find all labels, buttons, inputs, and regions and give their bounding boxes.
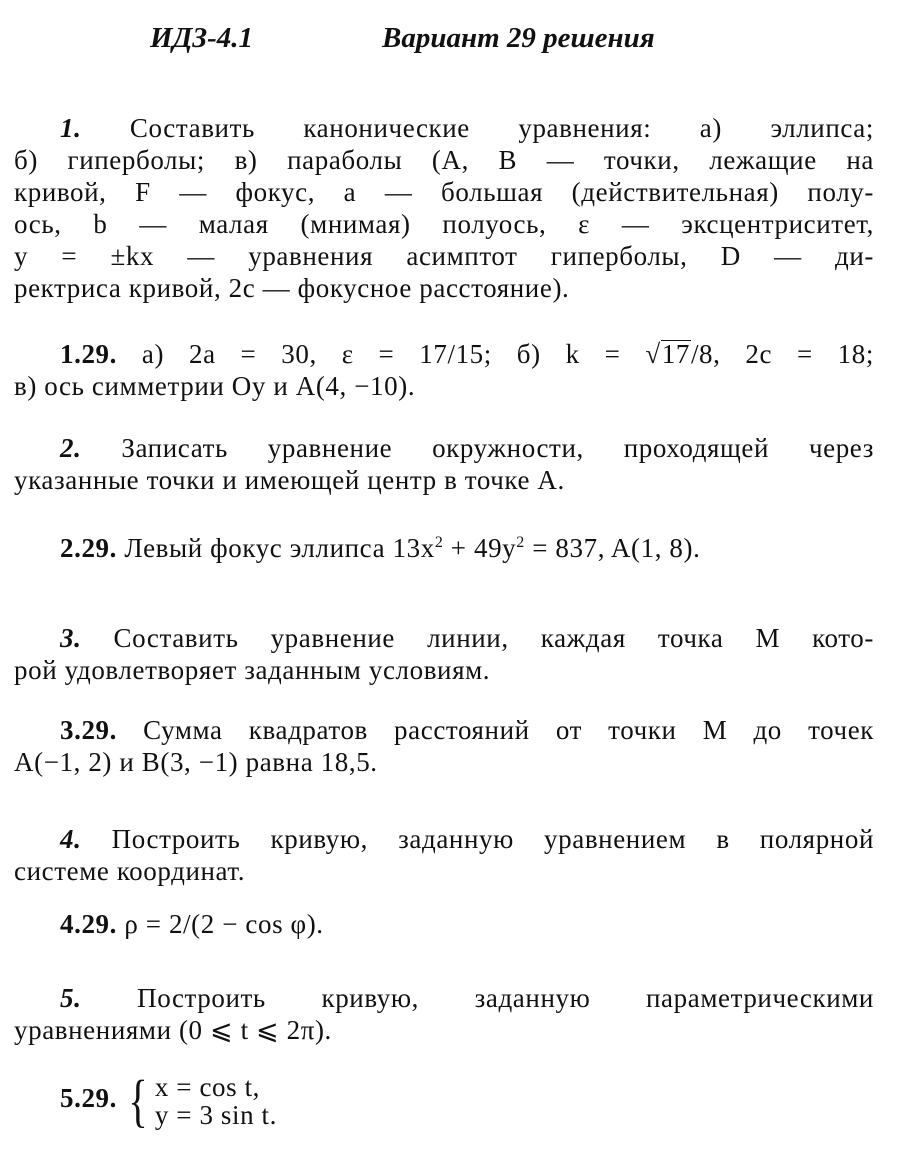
task-5-line-1: 5. Построить кривую, заданную параметрическими [60, 983, 874, 1013]
solution-2-line-1: 2.29. Левый фокус эллипса $13x^2 + 49y^2 = 837$, A(1, 8). [60, 533, 701, 563]
solution-4-line-1: 4.29. ρ = 2/(2 − cos φ). [60, 909, 324, 939]
solution-5-number: 5.29. [60, 1083, 117, 1114]
task-3-line-1: 3. Составить уравнение линии, каждая точка M кото- [60, 623, 874, 653]
solution-5-29 [14, 1068, 874, 1133]
task-1-line-2: б) гиперболы; в) параболы (A, B — точки, лежащие на [14, 145, 874, 175]
task-3 [14, 622, 874, 686]
task-5 [14, 982, 874, 1046]
task-5-number: 5. [60, 983, 82, 1013]
solution-2-number: 2.29. [60, 533, 117, 563]
task-4-number: 4. [60, 824, 82, 854]
system-equation-y: y = 3 sin t. [154, 1100, 277, 1130]
task-2-line-1: 2. Записать уравнение окружности, проходящей через [60, 433, 874, 463]
task-4 [14, 823, 874, 887]
solution-3-line-2: A(−1, 2) и B(3, −1) равна 18,5. [14, 747, 378, 777]
task-1-line-1: 1. Составить канонические уравнения: а) эллипса; [60, 113, 874, 143]
task-1-number: 1. [60, 113, 82, 143]
task-1-line-6: ректриса кривой, 2c — фокусное расстояние). [14, 273, 570, 303]
task-5-line-2: уравнениями (0 ⩽ t ⩽ 2π). [14, 1015, 332, 1045]
solution-3-number: 3.29. [60, 715, 117, 745]
sqrt-radicand: 17 [661, 339, 690, 369]
task-2 [14, 432, 874, 496]
task-1-line-4: ось, b — малая (мнимая) полуось, ε — эксцентриситет, [14, 209, 874, 239]
solution-1-line-2: в) ось симметрии Oy и A(4, −10). [14, 371, 416, 401]
solution-5-line-1 [14, 1068, 874, 1133]
task-3-line-2: рой удовлетворяет заданным условиям. [14, 655, 491, 685]
task-1-line-5: y = ±kx — уравнения асимптот гиперболы, D — ди- [14, 241, 874, 271]
system-equation-x: x = cos t, [154, 1072, 261, 1102]
assignment-code: ИДЗ-4.1 [150, 22, 254, 54]
task-2-number: 2. [60, 433, 82, 463]
solution-1-number: 1.29. [60, 339, 117, 369]
task-1-line-3: кривой, F — фокус, a — большая (действительная) полу- [14, 177, 874, 207]
left-brace: { [128, 1068, 149, 1133]
task-4-line-1: 4. Построить кривую, заданную уравнением в полярной [60, 824, 874, 854]
solution-2-29 [14, 532, 874, 564]
task-1 [14, 112, 874, 304]
task-3-number: 3. [60, 623, 82, 653]
solution-4-29 [14, 908, 874, 940]
solution-3-29 [14, 714, 874, 778]
system-lines [155, 1073, 277, 1129]
equation-system [124, 1068, 277, 1133]
solution-4-number: 4.29. [60, 909, 117, 939]
task-2-line-2: указанные точки и имеющей центр в точке A. [14, 465, 565, 495]
solution-1-29 [14, 338, 874, 402]
task-4-line-2: системе координат. [14, 856, 246, 886]
solution-1-line-1: 1.29. а) 2a = 30, ε = 17/15; б) k = √17/8, 2c = 18; [60, 339, 874, 369]
variant-title: Вариант 29 решения [382, 22, 655, 54]
solution-3-line-1: 3.29. Сумма квадратов расстояний от точки M до точек [60, 715, 874, 745]
